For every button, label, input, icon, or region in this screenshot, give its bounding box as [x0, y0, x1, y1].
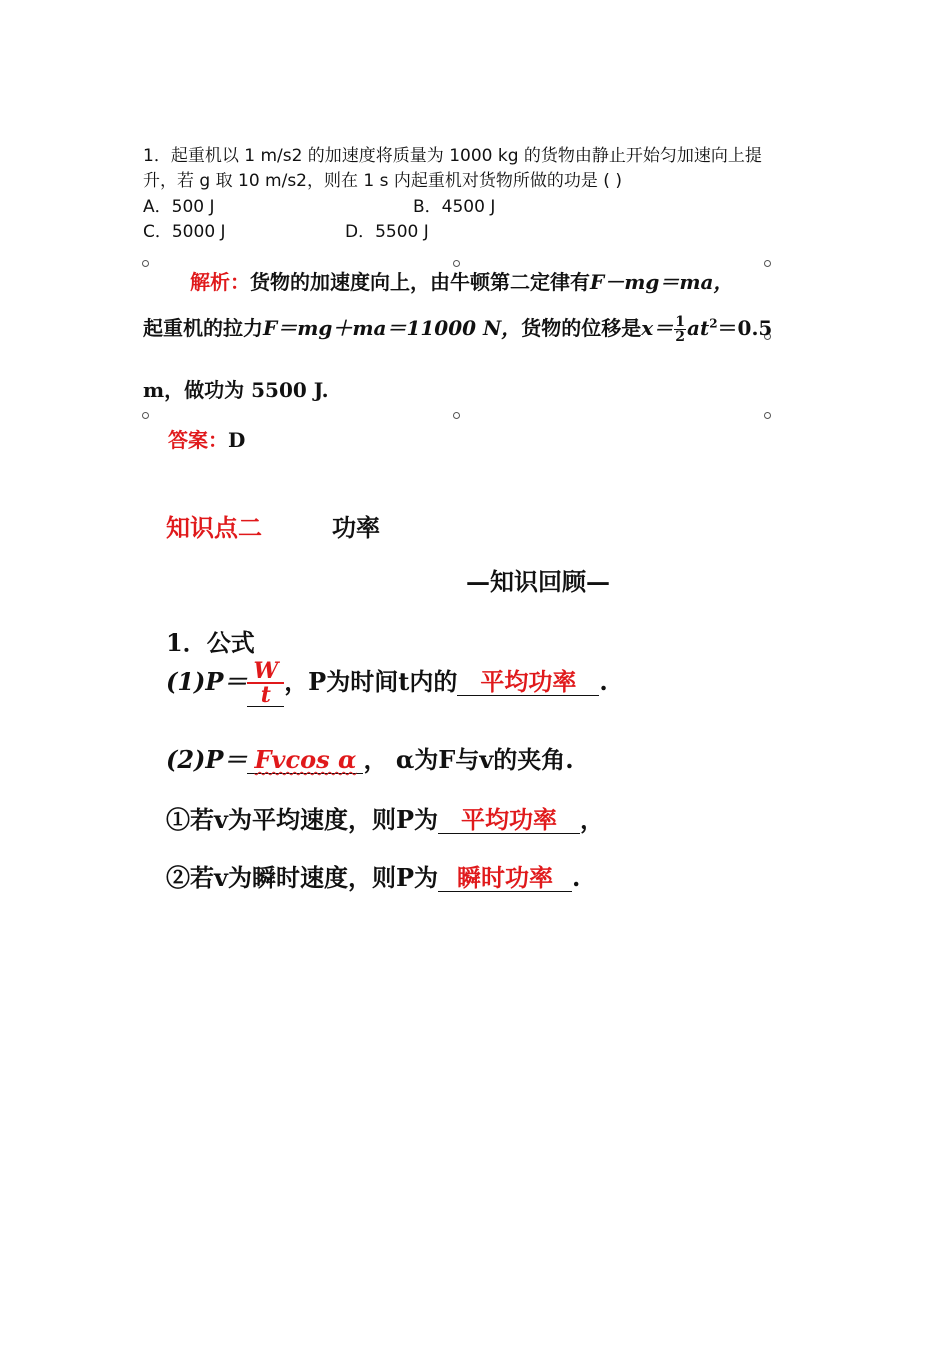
formula-line-4 — [166, 858, 580, 893]
blank-fvcos: Fvcos α — [247, 747, 363, 774]
formula-3-end: ， — [580, 805, 604, 834]
explanation-text-1: 货物的加速度向上，由牛顿第二定律有 — [250, 270, 590, 294]
blank-instant-power: 瞬时功率 — [438, 865, 572, 892]
formula-2-mid: ， α为F与v的夹角. — [363, 745, 574, 774]
formula-1-end: . — [599, 667, 608, 696]
textbox-handle — [764, 412, 771, 419]
textbox-handle — [142, 412, 149, 419]
option-b: B．4500 J — [413, 197, 496, 217]
section-subtitle: —知识回顾— — [466, 567, 610, 596]
answer-value: D — [228, 428, 246, 452]
equation-at: at — [686, 316, 710, 340]
formula-2-prefix: (2)P＝ — [166, 745, 248, 774]
option-d: D．5500 J — [345, 222, 429, 242]
section-title: 功率 — [332, 513, 380, 542]
explanation-line-1 — [190, 266, 733, 295]
explanation-text-2c: ＝0.5 — [717, 316, 773, 340]
equation-newton: F－mg＝ma， — [590, 270, 734, 294]
option-c: C．5000 J — [143, 222, 226, 242]
formula-1-prefix: (1)P＝ — [166, 667, 248, 696]
question-line-1: 1．起重机以 1 m/s2 的加速度将质量为 1000 kg 的货物由静止开始匀加速向上提 — [143, 146, 762, 166]
explanation-line-2 — [143, 312, 772, 344]
formula-line-1 — [166, 660, 608, 707]
blank-average-power-2: 平均功率 — [438, 807, 580, 834]
explanation-text-2a: 起重机的拉力 — [143, 316, 263, 340]
formula-4-prefix: ②若v为瞬时速度，则P为 — [166, 863, 438, 892]
formula-1-mid: ，P为时间t内的 — [284, 667, 458, 696]
formula-4-end: . — [572, 863, 581, 892]
formula-line-3 — [166, 800, 604, 835]
explanation-label: 解析： — [190, 270, 250, 294]
blank-average-power: 平均功率 — [457, 669, 599, 696]
answer-line — [168, 424, 245, 453]
formula-heading: 1．公式 — [166, 628, 255, 657]
question-line-2: 升，若 g 取 10 m/s2，则在 1 s 内起重机对货物所做的功是 ( ) — [143, 171, 622, 191]
formula-3-prefix: ①若v为平均速度，则P为 — [166, 805, 438, 834]
fraction-half — [674, 315, 686, 344]
equation-superscript: 2 — [709, 316, 718, 331]
textbox-handle — [453, 412, 460, 419]
textbox-handle — [764, 260, 771, 267]
answer-label: 答案： — [168, 428, 228, 452]
fraction-w-over-t — [247, 660, 284, 707]
equation-force: F＝mg＋ma＝11000 N， — [263, 316, 522, 340]
fraction-w: W — [247, 660, 284, 684]
equation-x: x＝ — [641, 316, 674, 340]
fraction-t: t — [247, 684, 284, 707]
section-label: 知识点二 — [166, 513, 262, 542]
explanation-line-3: m，做功为 5500 J. — [143, 378, 329, 402]
option-a: A．500 J — [143, 197, 215, 217]
fraction-denominator: 2 — [675, 329, 685, 345]
formula-line-2 — [166, 740, 574, 775]
textbox-handle — [142, 260, 149, 267]
explanation-text-2b: 货物的位移是 — [521, 316, 642, 340]
fraction-numerator: 1 — [675, 314, 685, 330]
